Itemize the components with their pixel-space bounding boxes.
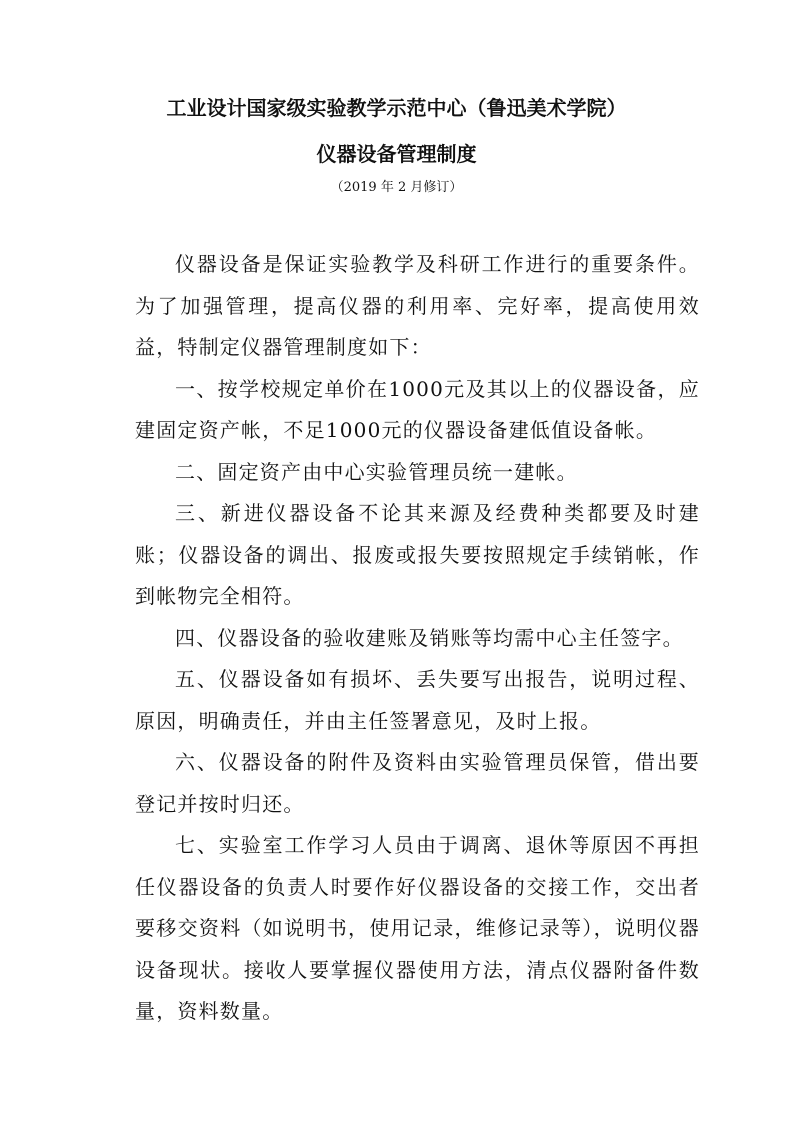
rule-paragraph-7: 七、实验室工作学习人员由于调离、退休等原因不再担任仪器设备的负责人时要作好仪器设备的交接工作，交出者要移交资料（如说明书，使用记录，维修记录等），说明仪器设备现状。接收人要掌握仪器使用方法，清点仪器附备件数量，资料数量。 xyxy=(135,833,700,1023)
rule-paragraph-5: 五、仪器设备如有损坏、丢失要写出报告，说明过程、原因，明确责任，并由主任签署意见，及时上报。 xyxy=(135,667,700,733)
rule-paragraph-4: 四、仪器设备的验收建账及销账等均需中心主任签字。 xyxy=(175,625,684,650)
rule-paragraph-2: 二、固定资产由中心实验管理员统一建帐。 xyxy=(175,459,578,484)
document-title: 工业设计国家级实验教学示范中心（鲁迅美术学院） xyxy=(166,96,627,120)
document-body xyxy=(135,244,700,1033)
rule-paragraph-6: 六、仪器设备的附件及资料由实验管理员保管，借出要登记并按时归还。 xyxy=(135,750,700,816)
rule-paragraph-3: 三、新进仪器设备不论其来源及经费种类都要及时建账；仪器设备的调出、报废或报失要按照规定手续销帐，作到帐物完全相符。 xyxy=(135,501,700,608)
rule-paragraph-1: 一、按学校规定单价在1000元及其以上的仪器设备，应建固定资产帐，不足1000元的仪器设备建低值设备帐。 xyxy=(135,376,700,442)
intro-paragraph: 仪器设备是保证实验教学及科研工作进行的重要条件。为了加强管理，提高仪器的利用率、完好率，提高使用效益，特制定仪器管理制度如下： xyxy=(135,252,700,359)
document-subtitle: 仪器设备管理制度 xyxy=(316,142,477,166)
revision-note: （2019 年 2 月修订） xyxy=(330,180,463,195)
